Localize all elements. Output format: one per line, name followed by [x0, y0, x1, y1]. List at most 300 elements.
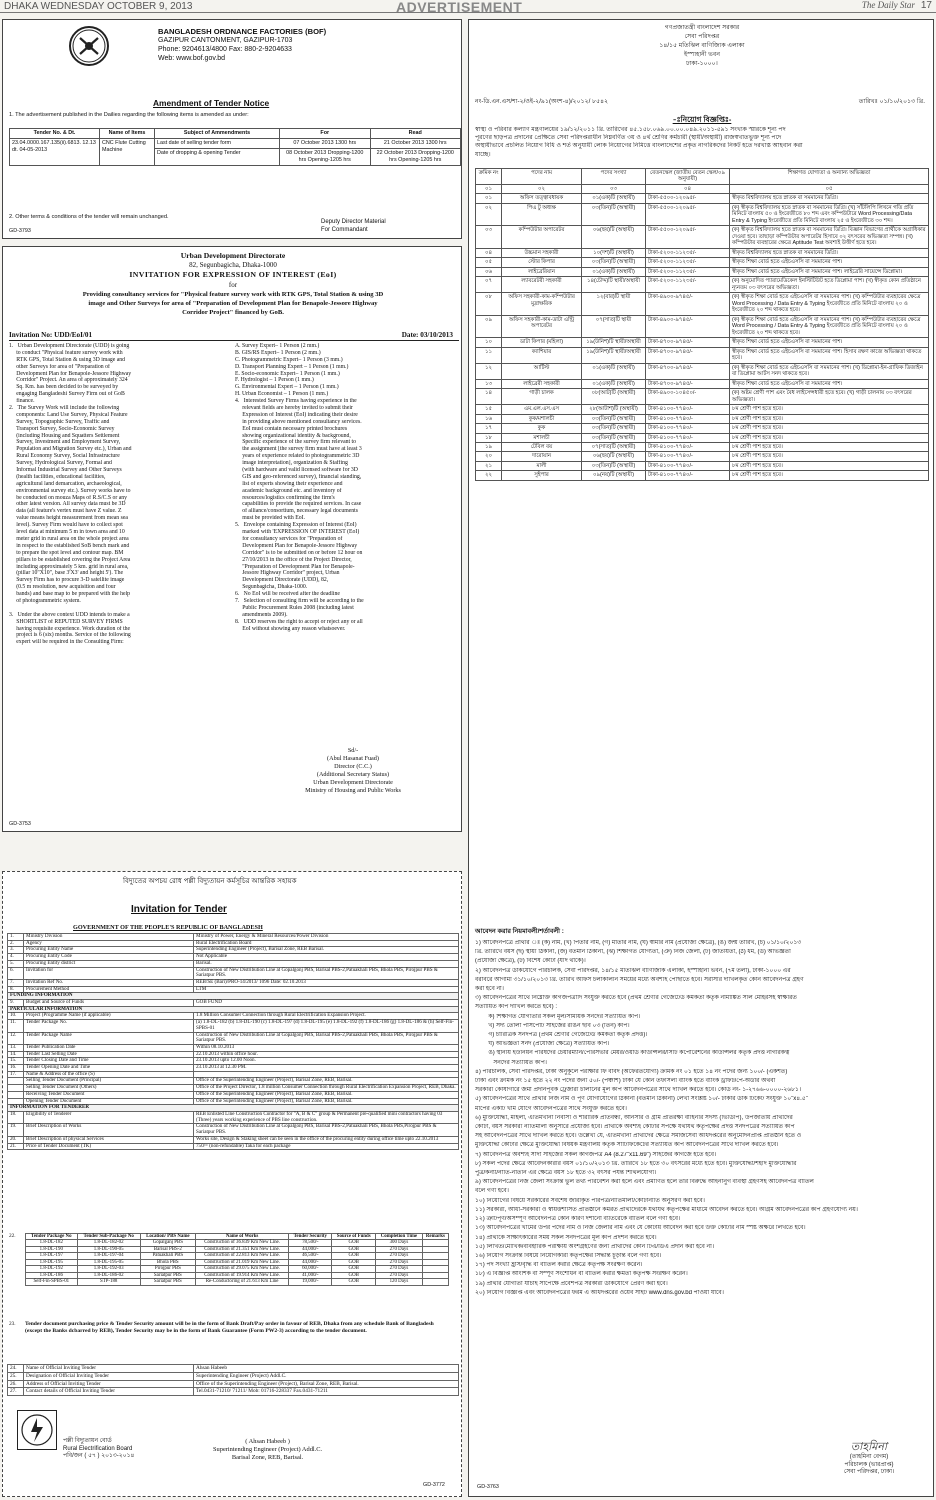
udd-right-column [235, 343, 457, 632]
table-row [8, 967, 459, 979]
udd-right-line: 27/10/2013 in the office of the Project Director, [235, 556, 352, 563]
udd-right-line: relevant fields are hereby invited to submit their [235, 405, 353, 412]
udd-left-line: Corridor" Project. An area of approximately 324 [9, 377, 128, 384]
dns-post-no: ২০ [476, 452, 502, 461]
dns-post-qualification: (ক) স্বীকৃত শিক্ষা বোর্ড হতে এইচএসসি বা সমমানের পাশ। (খ) কম্পিউটার ব্যবহারের ক্ষেত্রে Word Processing / Data Entry & Typing ইংরেজীতে প্রতি মিনিটে বাংলায় ২০ ও ইংরেজীতে ২০ শব্দ থাকতে হবে। [730, 293, 929, 315]
reb-gov-heading: GOVERNMENT OF THE PEOPLE'S REPUBLIC OF BANGLADESH [73, 924, 263, 931]
udd-left-line: be conducted on mouza Maps of R.S/C.S or any [9, 494, 128, 501]
table-row [10, 138, 461, 148]
reb-lot-cell: GOB [332, 1246, 376, 1252]
reb-row-value: Office of the Project Director, 1.8 million Consumer Connection through Rural Electrification Expansion Project, REB, Dhaka. [194, 1085, 459, 1092]
reb-row-key: Brief Description of Works [24, 1124, 194, 1136]
table-row [476, 389, 929, 405]
udd-left-line: expert will be required in the Consulting Firm: [9, 639, 124, 646]
udd-left-line: value means height measurement from mean sea [9, 515, 128, 522]
bof-for: 07 October 2013 1300 hrs [280, 138, 371, 148]
reb-right-sig-line: Barisal Zone, REB, Barisal. [231, 1454, 304, 1462]
dns-post-name: স্টোর কিপার [502, 258, 582, 267]
reb-official-value: Ahsan Habeeb [194, 1365, 459, 1373]
dns-post-scale: টাকা-৪৭০০-৯৭৪৫/- [646, 363, 730, 379]
reb-row-no: 8. [8, 986, 24, 993]
udd-sig-line: Ministry of Housing and Public Works [305, 787, 401, 795]
reb-lot-cell: 19,000/- [289, 1279, 332, 1285]
dns-post-name: অফিস তত্ত্বাবধায়ক [502, 194, 582, 203]
masthead-section: ADVERTISEMENT [396, 0, 523, 15]
dns-rule-line: সহ আবেদনপত্রের সাথে দাখিল করতে হবে। উল্লেখ্য যে, এতিমখানা প্রার্থীদের ক্ষেত্রে সমাজসেবা অধিদপ্তরের অনুমোদনপ্রাপ্ত প্রতিষ্ঠান হতে ও [475, 1133, 802, 1140]
udd-desc-3: Corridor Project" financed by GoB. [182, 309, 284, 316]
dns-table-header: ক্রমিক নং [476, 169, 502, 185]
dns-post-no: ১৩ [476, 379, 502, 388]
dns-rule-line: খ্রি. তারিখে বয়স (ছ) স্থায়ী ঠিকানা, (জ) বর্তমান ঠিকানা, (ঝ) শিক্ষাগত যোগ্যতা, (ঞ) নিজ জেলা, (ট) জাতীয়তা, (ঠ) ধর্ম, (ড) অভিজ্ঞতা [475, 949, 791, 956]
dns-post-count: ০৮(আট)টি (অস্থায়ী) [582, 389, 646, 405]
reb-row-value: (a) 1.8-DL-182 (b) 1.8-DL-190 (c) 1.8-DL-197 (d) 1.8-DL-195 (e) 1.8-DL-192 (f) 1.8-DL-186 (g) 1.8-DL-186 & (h) Self-Fin-SPBS-01 [194, 1020, 459, 1032]
reb-row-key: Selling Tender Document (Principal) [24, 1078, 194, 1085]
dns-rule-line: ৯) আবেদনপত্রের নিজ জেলা সংক্রান্ত ভুল তথ্য পরিবেশন করা হলে এবং প্রমাণিত হলে তার বিরুদ্ধে আইনানুগ ব্যবস্থা গ্রহণসহ আবেদনপত্র বাতিল [475, 1179, 814, 1186]
reb-row-value: Barisal. [194, 960, 459, 967]
dns-post-qualification: ৮ম শ্রেণী পাশ হতে হবে। [730, 433, 929, 442]
dns-post-name: মালী [502, 461, 582, 470]
udd-right-line: D. Transport Planning Expert – 1 Person (1 mm.) [235, 363, 349, 370]
dns-post-no: ০৩ [476, 226, 502, 248]
dns-rule-line: ১৬) নিয়োগ সংক্রান্ত বিষয়ে নিয়োগকারী কর্তৃপক্ষের সিদ্ধান্ত চূড়ান্ত বলে গণ্য হবে। [475, 1252, 662, 1259]
reb-row-value: Construction of New Distribution Line at Gopalgonj PBS, Barisal PBS-2,Patuakhali PBS, Bhola PBS, Pirojpur PBS & Sariatpur PBS. [194, 1032, 459, 1044]
reb-lot-cell: Construction of 22.813 Km New Line. [195, 1253, 288, 1259]
dns-rule-line: ক) শিক্ষাগত যোগ্যতার সকল মূল/সাময়িক সনদের সত্যায়িত কপি। [475, 1013, 641, 1020]
udd-right-line: 7. Selection of consulting firm will be according to the [235, 597, 364, 604]
reb-official-value: Tel.0431-71210/ 71211/ Mob: 01716-228337 Fax.0431-71211 [194, 1388, 459, 1396]
dns-post-scale: টাকা-৪৭০০-৯৭৪৫/- [646, 347, 730, 363]
dns-signature-scrawl: তাহমিনা [850, 1441, 888, 1453]
reb-lot-cell: GOB [332, 1272, 376, 1278]
reb-lot-cell: Bhola PBS [140, 1259, 195, 1265]
udd-right-line: image interpretation], organization & Staffing [235, 460, 348, 467]
udd-left-line: pillars to be established covering the Project Area [9, 556, 131, 563]
reb-lots-header: Remarks [422, 1234, 448, 1240]
reb-row-key: Procuring Entity Name [24, 947, 194, 954]
bof-subject: Date of dropping & opening Tender [155, 148, 280, 165]
dns-post-name: লাইব্রেরী সহকারী [502, 379, 582, 388]
dns-rule-line: ৭) আবেদনপত্র অবশ্যই সাদা সাইজের সকল কাগজপত্র A4 (8.27"x11.69") সাইজের কাগজে হতে হবে। [475, 1151, 717, 1158]
udd-right-line: Corridor" is to be submitted on or before 12 hour on [235, 549, 363, 556]
reb-lot-cell: Barisal PBS-2 [140, 1246, 195, 1252]
table-row [26, 1279, 449, 1285]
reb-lot-cell: 1.8-DL-195-05 [77, 1259, 140, 1265]
reb-lot-cell: Self-Fin-SPBS-01 [26, 1279, 78, 1285]
reb-lot-cell: 1.8-DL-190 [26, 1246, 78, 1252]
udd-right-line: C. Photogrammetric Expert– 1 Person (3 mm.) [235, 356, 343, 363]
dns-rules-title: আবেদন করার নিয়মাবলী/শর্তাবলী : [475, 928, 564, 935]
udd-left-line: (including Housing and Squatters Settlement [9, 432, 120, 439]
udd-right-line: marked with 'EXPRESSION OF INTEREST (EoI) [235, 529, 360, 536]
bof-col-tender: Tender No. & Dt. [10, 129, 100, 139]
reb-row-no: 3. [8, 947, 24, 954]
dns-rule-line: ১) আবেদনপত্রে প্রার্থীর ঃ (ক) নাম, (খ) পিতার নাম, (গ) মাতার নাম, (ঘ) স্বামীর নাম (প্রযোজ্য ক্ষেত্রে), (ঙ) জন্ম তারিখ, (চ) ০১/১০/২০১৩ [475, 940, 802, 946]
reb-row-no: 13. [8, 1044, 24, 1051]
dns-intro-paragraph [475, 126, 929, 159]
reb-lot-cell: GOB [332, 1266, 376, 1272]
reb-lot-cell: 270 Days [376, 1272, 423, 1278]
dns-post-count: ০৭(সাত)টি স্থায়ী [582, 315, 646, 337]
dns-post-name: ডাটা কিপার (মহিলা) [502, 338, 582, 347]
udd-left-line: to conduct "Physical feature survey work with [9, 349, 123, 356]
bof-org-name: BANGLADESH ORDNANCE FACTORIES (BOF) [158, 27, 327, 36]
dns-post-scale: টাকা-৪১০০-৭৭৪০/- [646, 414, 730, 423]
reb-row-no: 1. [8, 934, 24, 941]
udd-right-line: Specific experience of the survey firm relevant to [235, 439, 357, 446]
udd-left-column [9, 343, 231, 646]
bof-intro: 1. The advertisement published in the Dailies regarding the following items is amended as under: [9, 112, 249, 118]
masthead-brand: The Daily Star [861, 0, 915, 10]
dns-post-qualification: স্বীকৃত শিক্ষা বোর্ড হতে এইচএসসি বা সমমানের পাশ। লাইব্রেরি সায়েন্সে ডিপ্লোমা। [730, 267, 929, 276]
udd-right-line: F. Hydrologist – 1 Person (1 mm.) [235, 377, 314, 384]
bof-web: Web: www.bof.gov.bd [158, 54, 226, 62]
table-row [476, 258, 929, 267]
reb-row-key: Eligibility of Tenderer [24, 1111, 194, 1123]
dns-post-count: ০৩(তিন)টি (অস্থায়ী) [582, 461, 646, 470]
bof-sig-title: Deputy Director Material [321, 219, 386, 225]
dns-post-count: ১০(দশ)টি (অস্থায়ী) [582, 248, 646, 257]
reb-left-sig-line: পবি/জন ( ৫৭ ) ২০১৩-২০১৪ [63, 1453, 135, 1460]
dns-post-count: ২৮(আটাশ)টি (অস্থায়ী) [582, 405, 646, 414]
reb-row-value: 22.10.2013 within office hour. [194, 1051, 459, 1058]
reb-row-value: Office of the Superintending Engineer (Project), Barisal Zone, REB, Barisal. [194, 1091, 459, 1098]
table-row [476, 203, 929, 225]
table-row [476, 442, 929, 451]
dns-rule-line: ১৯) প্রার্থীর যোগ্যতা যাচাই সাপেক্ষে প্রবেশপত্র সরকারী ডাকযোগে প্রেরণ করা হবে। [475, 1280, 668, 1287]
dns-rule-line: ঘ) অভিজ্ঞতা সনদ (প্রযোজ্য ক্ষেত্রে) সত্যায়িত কপি। [475, 1041, 610, 1048]
dns-post-no: ১০ [476, 338, 502, 347]
table-row [8, 1372, 459, 1380]
reb-row-value: Ministry of Power, Energy & Mineral Resources/Power Division [194, 934, 459, 941]
table-row [476, 471, 929, 480]
reb-lot-cell: 1.8-DL-192-03 [77, 1266, 140, 1272]
table-row [476, 277, 929, 293]
dns-post-count: ০৭(সাত)টি (অস্থায়ী) [582, 442, 646, 451]
reb-logo-icon [17, 1410, 57, 1450]
dns-post-no: ০৬ [476, 267, 502, 276]
udd-right-line: E. Socio-economic Expert– 1 Person (1 mm.) [235, 370, 340, 377]
udd-left-line: project is 6 (six) months. Service of the following [9, 632, 131, 639]
page-masthead [0, 0, 936, 13]
udd-left-line: Survey, Hydrological Survey, Formal and [9, 460, 112, 467]
udd-right-line: list of experts showing their experience and [235, 480, 343, 487]
dns-rule-line: টাকা এবং ক্রমিক নং ১৫ হতে ২২ নং পদের জন্য ৫০/- (পঞ্চাশ) টাকা যে কোন তফসিলী ব্যাংক হতে ব্যাংক ড্রাফট/পে-অর্ডার অথবা [475, 1078, 776, 1085]
udd-sig-line: Urban Development Directorate [313, 779, 393, 787]
table-row [476, 405, 929, 414]
reb-official-value: Superintending Engineer (Project) Addl.C. [194, 1372, 459, 1380]
reb-row-key: Selling Tender Document (Others) [24, 1085, 194, 1092]
reb-lot-cell: Gopalganj PBS [140, 1240, 195, 1246]
reb-lots-header: Tender Sub-Package No [77, 1234, 140, 1240]
dns-rule-line: পুত্র/কন্যা/নাতি-নাতনি এর ক্ষেত্রে বয়স ১৮ হতে ৩২ বৎসর পর্যন্ত শিথিলযোগ্য। [475, 1170, 657, 1177]
reb-lot-cell: 1.8-DL-190-05 [77, 1246, 140, 1252]
dns-post-qualification: ৮ম শ্রেণী পাশ হতে হবে। [730, 442, 929, 451]
udd-left-line: Informal Industrial Survey and Other Surveys [9, 467, 122, 474]
udd-signature [243, 747, 462, 795]
reb-official-key: Contact details of Official Inviting Tender [24, 1388, 194, 1396]
reb-official-no: 24. [8, 1365, 24, 1373]
dns-ref-no: নং-ডি.এন.এস/শা-২/ওই-২/৯১(অংশ-৪)/২০১২/ ৮৫৪২ [475, 98, 609, 105]
reb-lot-cell: Construction of 29.075 Km New Line. [195, 1266, 288, 1272]
udd-right-line: the assignment [the survey firm must have at least 3 [235, 446, 362, 453]
reb-lots-header: Location/ PBS Name [140, 1234, 195, 1240]
reb-left-sig-line: Rural Electrification Board [63, 1445, 133, 1452]
udd-left-line: 3. Under the above context UDD intends to make a [9, 611, 130, 618]
dns-post-qualification: (ক) স্বীকৃত শিক্ষা বোর্ড হতে এইচএসসি বা সমমানের পাশ। (খ) কম্পিউটার ব্যবহারের ক্ষেত্রে Word Processing / Data Entry & Typing ইংরেজীতে প্রতি মিনিটে বাংলায় ২০ ও ইংরেজীতে ২০ শব্দ থাকতে হবে। [730, 315, 929, 337]
dns-post-qualification: ৮ম শ্রেণী পাশ হতে হবে। [730, 452, 929, 461]
dns-post-name: গাড়ী চালক [502, 389, 582, 405]
dns-post-no: ১৭ [476, 424, 502, 433]
reb-row-no: 18. [8, 1111, 24, 1123]
dns-sig-title: পরিচালক (ভারপ্রাপ্ত) [844, 1461, 894, 1468]
dns-rules [475, 940, 929, 1299]
dns-rule-line: ১৭) পদ সংখ্যা হ্রাস/বৃদ্ধি বা বাতিল করার ক্ষেত্রে কর্তৃপক্ষ সংরক্ষণ করেন। [475, 1262, 643, 1269]
dns-post-count: ০১(এক)টি (অস্থায়ী) [582, 194, 646, 203]
dns-post-scale: টাকা-৫২০০-১১২৩৫/- [646, 267, 730, 276]
dns-post-no: ১৮ [476, 433, 502, 442]
reb-row-no [8, 1078, 24, 1085]
dns-post-scale: টাকা-৪১০০-৭৭৪০/- [646, 461, 730, 470]
reb-lots-header: Source of Funds [332, 1234, 376, 1240]
table-row [476, 194, 929, 203]
dns-table-header: পদের নাম [502, 169, 582, 185]
reb-row-no: 7. [8, 979, 24, 986]
dns-post-no: ১৫ [476, 405, 502, 414]
reb-lot-cell: 1.8-DL-197 [26, 1253, 78, 1259]
udd-right-line: EoI must contain necessary printed brochures [235, 425, 348, 432]
udd-right-line: years of experience related to photogrammetric 3D [235, 453, 360, 460]
table-row [8, 1032, 459, 1044]
reb-left-signature [63, 1438, 134, 1461]
dns-post-no: ২১ [476, 461, 502, 470]
udd-right-line: A. Survey Expert– 1 Person (2 mm.) [235, 343, 320, 349]
udd-left-line: (0.5 m resolution, new acquisition and four [9, 584, 116, 591]
reb-lot-cell: Construction of 21.351 Km New Line. [195, 1246, 288, 1252]
table-row [476, 248, 929, 257]
table-row [476, 379, 929, 388]
udd-left-line: other latest version. All survey data must be 3D [9, 501, 126, 508]
udd-left-line: agricultural land demarcation, archaeological, [9, 480, 122, 487]
bof-item-name: CNC Flute Cutting Machine [100, 138, 155, 165]
reb-lot-cell: GOB [332, 1240, 376, 1246]
reb-row-key: Tender Last Selling Date [24, 1051, 194, 1058]
dns-rule-line: ২) আবেদনপত্র ডাকযোগে পরিচালক, সেবা পরিদপ্তর, ১৪/১৫ মতিঝিল বাণিজ্যিক এলাকা, ইস্পাহানী ভবন, (৭ম তলা), ঢাকা-১০০০ এর [475, 967, 791, 974]
dns-post-no: ০৯ [476, 315, 502, 337]
reb-lots-header: Completion Time [376, 1234, 423, 1240]
dns-post-qualification: (ক) স্বীকৃত শিক্ষা বোর্ড হতে এইচএসসি বা সমমানের পাশ। (খ) ডিপ্লোমা-ইন-গ্রাফিক ডিজাইন বা ডিপ্লোমা আর্টস সনদ থাকতে হবে। [730, 363, 929, 379]
udd-left-line [9, 605, 231, 612]
udd-for: for [228, 281, 238, 289]
table-row [476, 433, 929, 442]
reb-lot-cell: Sariatpur PBS [140, 1272, 195, 1278]
dns-rule-line: ঙ) স্থানীয় ইউনিয়ন পরিষদের চেয়ারম্যান/পৌরসভার মেয়র/ওয়ার্ড কাউন্সিলর/সিটি কর্পোরেশনের কাউন্সিলর কর্তৃক প্রদত্ত নাগরিকত্ব [475, 1050, 790, 1057]
reb-lot-cell: Patuakhali PBS [140, 1253, 195, 1259]
dns-rule-line: ৪) পরিচালক, সেবা পরিদপ্তর, ঢাকা অনুকূলে পরীক্ষার ফি বাবদ (অফেরতযোগ্য) ক্রমিক নং ০১ হতে ১৪ নং পদের জন্য ১০০/- (একশত) [475, 1068, 788, 1075]
reb-bangla-slogan: বিদ্যুতের অপচয় রোধ পল্লী বিদ্যুতায়ন কর্মসূচির আন্তরিক সহায়ক [123, 878, 297, 885]
dns-rule-line: ১২) ত্রুটিপূর্ণ/অসম্পূর্ণ আবেদনপত্র কোন কারণ দর্শানো ব্যতিরেকে বাতিল বলে গণ্য হবে। [475, 1216, 681, 1223]
dns-post-scale: টাকা-৪১০০-৭৭৪০/- [646, 405, 730, 414]
dns-post-no: ১২ [476, 363, 502, 379]
reb-right-sig-line: Superintending Engineer (Project) Addl.C. [213, 1446, 323, 1454]
reb-lot-cell: 300 Days [376, 1240, 423, 1246]
bof-subject: Last date of selling tender form [155, 138, 280, 148]
reb-lots-header: Tender Security [289, 1234, 332, 1240]
udd-left-line: other Surveys for area of "Preparation of [9, 363, 110, 370]
udd-left-line: finance. [9, 398, 35, 405]
udd-sig-line: Sd/- [347, 747, 359, 754]
reb-left-sig-line: পল্লী বিদ্যুতায়ন বোর্ড [63, 1438, 112, 1444]
table-row [476, 347, 929, 363]
reb-lot-cell: 60,000/- [289, 1266, 332, 1272]
reb-row-key: Procuring Entity Code [24, 954, 194, 961]
table-row [476, 226, 929, 248]
udd-left-line: having requisite experience. Work duration of the [9, 625, 131, 632]
dns-post-scale: টাকা-৫২০০-১১২৩৫/- [646, 277, 730, 293]
dns-signature [809, 1440, 929, 1477]
dns-post-name: সুইপার [502, 471, 582, 480]
udd-invitation-no: Invitation No: UDD/EoI/01 [9, 331, 93, 339]
dns-table-header: শিক্ষাগত যোগ্যতা ও অন্যান্য অভিজ্ঞতা [730, 169, 929, 185]
bof-ad-code: GD-3793 [9, 228, 31, 234]
dns-post-name: এম.এল.এস.এস [502, 405, 582, 414]
dns-intro-line: স্বাস্থ্য ও পরিবার কল্যাণ মন্ত্রণালয়ের ১৯/১২/২০১১ খ্রি. তারিখের ৪৫.১৫৮.০৬৯.০০.০০.০৪৯.২০১১-৫৯১ সংখ্যক স্মারকে শূন্য পদ [475, 126, 786, 133]
reb-row-no: 6. [8, 967, 24, 979]
bof-col-read: Read [370, 129, 461, 139]
reb-row-key: Invitation for [24, 967, 194, 979]
table-row [476, 315, 929, 337]
udd-right-line: Expression of Interest (EoI) indicating their desire [235, 411, 358, 418]
udd-sig-line: Director (C.C.) [334, 763, 372, 771]
bof-emblem-icon [69, 26, 109, 66]
dns-rule-line: ২০) নিয়োগ বিজ্ঞপ্তি এবং আবেদনপত্রের ফরম এ অধিদপ্তরের ওয়েব সাইট www.dns.gov.bd পাওয়া যাবে। [475, 1289, 724, 1296]
reb-official-value: Office of the Superintending Engineer (Project), Barisal Zone, REB, Barisal. [194, 1380, 459, 1388]
reb-row-key: Name & Address of the office (S) [24, 1071, 194, 1078]
dns-post-scale: টাকা-৫৫০০-১২০৯৫/- [646, 194, 730, 203]
reb-lots-no: 22. [9, 1233, 16, 1239]
reb-lot-cell: Re-Conductoring of 21.613 Km Line [195, 1279, 288, 1285]
reb-row-value: Rural Electrification Board [194, 940, 459, 947]
bof-phone: Phone: 9204613/4800 Fax: 880-2-9204633 [158, 45, 292, 53]
reb-row-value: 1.8 Million Consumer Connection through Rural Electrification Expansion Project. [194, 1013, 459, 1020]
dns-post-scale: টাকা-৪৭০০-৯৭৪৫/- [646, 379, 730, 388]
masthead-dateline: DHAKA WEDNESDAY OCTOBER 9, 2013 [4, 1, 193, 12]
udd-left-line: RTK GPS, Total Station & using 3D image and [9, 356, 126, 363]
reb-row-value: Office of the Superintending Engineer (Project), Barisal Zone, REB, Barisal. [194, 1098, 459, 1105]
reb-lot-cell: 270 Days [376, 1253, 423, 1259]
reb-ad-code: GD-3772 [423, 1482, 445, 1488]
udd-sig-line: (Abul Hasanat Fuad) [327, 755, 379, 763]
table-row [8, 960, 459, 967]
reb-lot-cell: 1.8-DL-182-02 [77, 1240, 140, 1246]
udd-right-line: 4. Interested Survey Firms having experience in the [235, 398, 357, 405]
dns-post-qualification: স্বীকৃত বিশ্ববিদ্যালয় হতে স্নাতক বা সমমানের ডিগ্রি। [730, 194, 929, 203]
dns-post-no: ০৭ [476, 277, 502, 293]
dns-post-name: কম্পিউটার অপারেটর [502, 226, 582, 248]
dns-post-name: অফিস সহকারী-কাম-ডাটা এন্ট্রি অপারেটর [502, 315, 582, 337]
reb-row-no: 19. [8, 1124, 24, 1136]
udd-left-line: 1. Urban Development Directorate (UDD) is going [9, 343, 130, 349]
reb-row-no: 2. [8, 940, 24, 947]
reb-title: Invitation for Tender [131, 904, 227, 915]
dns-post-qualification: ৮ম শ্রেণী পাশ হতে হবে। [730, 414, 929, 423]
dns-post-name: কুক [502, 424, 582, 433]
page-number: 17 [920, 0, 932, 11]
udd-right-line: showing organizational identity & background, [235, 432, 351, 439]
bof-sig-for: For Commandant [321, 226, 368, 233]
dns-post-no: ১৯ [476, 442, 502, 451]
reb-row-no [8, 1085, 24, 1092]
reb-lot-cell: 270 Days [376, 1246, 423, 1252]
reb-row-no: 14. [8, 1051, 24, 1058]
udd-left-line: engaging Bangladeshi Survey Firm out of GoB [9, 391, 125, 398]
reb-section-label: FUNDING INFORMATION [8, 993, 459, 1000]
dns-table-header: পদের সংখ্যা [582, 169, 646, 185]
dns-post-qualification: ৮ম শ্রেণী পাশ হতে হবে। [730, 461, 929, 470]
udd-right-line: capabilities to provide the required services. In case [235, 501, 362, 508]
udd-right-line: H. Urban Economist – 1 Person (1 mm.) [235, 391, 329, 398]
dns-post-count: ০৩(তিন)টি (অস্থায়ী) [582, 258, 646, 267]
dns-rule-line: খ) সদ্য তোলা পাসপোর্ট সাইজের রঙিন ছবি ০৩ (তিন) কপি। [475, 1022, 630, 1029]
bof-read: 21 October 2013 1300 hrs [370, 138, 461, 148]
udd-date: Date: 03/10/2013 [401, 331, 453, 339]
reb-lot-cell: 270 Days [376, 1259, 423, 1265]
reb-row-no: 12. [8, 1032, 24, 1044]
masthead-right [862, 0, 932, 13]
bof-address: GAZIPUR CANTONMENT, GAZIPUR-1703 [158, 36, 293, 44]
dns-post-qualification: স্বীকৃত বিশ্ববিদ্যালয় হতে স্নাতক বা সমমানের ডিগ্রি। [730, 248, 929, 257]
bof-notice-title: Amendment of Tender Notice [153, 98, 270, 108]
udd-right-line: "Preparation of Development Plan for Benapole- [235, 563, 355, 570]
dns-rule-line: ১১) সরকারী, আধা-সরকারী ও স্বায়ত্তশাসিত প্রতিষ্ঠানে কর্মরত প্রার্থীদেরকে যথাযথ কর্তৃপক্ষের মাধ্যমে আবেদন করতে হবে। অগ্রিম আবেদনপত্রের কপি গ্রহণযোগ্য নয়। [475, 1206, 858, 1213]
bof-col-item: Name of Items [100, 129, 155, 139]
reb-row-value: REB Enlisted Line Construction Contractor for "A, B & C" group & Permanent pre-qualified mini contractors having 03 (Three) years working experience of PBS line construction. [194, 1111, 459, 1123]
dns-rule-line: ৩) আবেদনপত্রের সাথে নিম্নোক্ত কাগজপত্রাদি সংযুক্ত করতে হবে (প্রথম শ্রেণীর গেজেটেড কর্মকর্তা কর্তৃক নামাঙ্কিত সীল মোহরসহ স্বাক্ষরিত [475, 995, 797, 1002]
reb-row-no: 10. [8, 1013, 24, 1020]
reb-right-signature [213, 1438, 322, 1463]
dns-rule-line: ৮) সকল পদের ক্ষেত্রে আবেদনকারীর বয়স ০১/১০/২০১৩ খ্রি. তারিখে ১৮ হতে ৩০ বৎসরের মধ্যে হতে হবে। মুক্তিযোদ্ধা/শহীদ মুক্তিযোদ্ধার [475, 1160, 797, 1167]
dns-rule-line: বরাবরে আগামী ৩১/১০/২০১৩ খ্রি. তারিখ অফিস চলাকালীন সময়ের মধ্যে অবশ্যই পৌঁছাতে হবে। সরাসরি দাখিলকৃত কোন আবেদনপত্র গ্রহণ [475, 976, 804, 983]
reb-row-value: REB/SE (Bari)/PRO-14/2013/ 1096 Date: 02.10.2013 [194, 979, 459, 986]
bof-signature [321, 219, 386, 234]
dns-header-line: গণপ্রজাতন্ত্রী বাংলাদেশ সরকার [664, 24, 740, 31]
reb-row-key: Tender Closing Date and Time [24, 1058, 194, 1065]
dns-post-scale: টাকা-৪৯০০-৯৭৪৫/- [646, 293, 730, 315]
dns-post-no: ০৫ [476, 258, 502, 267]
udd-left-line: environmental survey etc.). Survey works have to [9, 487, 131, 494]
table-row [8, 1365, 459, 1373]
udd-left-line: of photogrammetric system. [9, 597, 81, 604]
dns-post-qualification: ৮ম শ্রেণী পাশ হতে হবে। [730, 405, 929, 414]
table-row [476, 424, 929, 433]
udd-right-line: (with hardware and valid licensed software for 3D [235, 467, 358, 474]
udd-right-line: academic background etc. and inventory of [235, 487, 342, 494]
table-row [8, 1136, 459, 1143]
reb-lot-cell: 44,000/- [289, 1259, 332, 1265]
udd-right-line: amendments 2009). [235, 611, 288, 618]
dns-column-number: ০৩ [582, 184, 646, 193]
reb-row-value: Office of the Superintending Engineer (Project), Barisal Zone, REB, Barisal. [194, 1078, 459, 1085]
dns-post-no: ১৪ [476, 389, 502, 405]
reb-official-no: 25. [8, 1372, 24, 1380]
reb-row-key: Tender Opening Date and Time [24, 1065, 194, 1072]
dns-post-scale: টাকা-৪৭০০-৯৭৪৫/- [646, 338, 730, 347]
udd-right-line: Public Procurement Rules 2008 (including latest [235, 604, 354, 611]
dns-post-qualification: স্বীকৃত শিক্ষা বোর্ড হতে এইচএসসি বা সমমানের পাশ। [730, 338, 929, 347]
reb-lot-cell: Construction of 21.019 Km New Line. [195, 1259, 288, 1265]
dns-rule-line: ৫) আবেদনপত্রের সাথে প্রার্থীর নিজ নাম ও পূর্ণ যোগাযোগের ঠিকানা (বর্তমান ঠিকানা) লেখা সংশ্লিষ্ট ১০/- টাকার ডাক টিকেট সংযুক্ত ১০"x৪.৫" [475, 1096, 808, 1103]
dns-post-scale: টাকা-৫৫০০-১২০৯৫/- [646, 203, 730, 225]
reb-official-key: Name of Official Inviting Tender [24, 1365, 194, 1373]
